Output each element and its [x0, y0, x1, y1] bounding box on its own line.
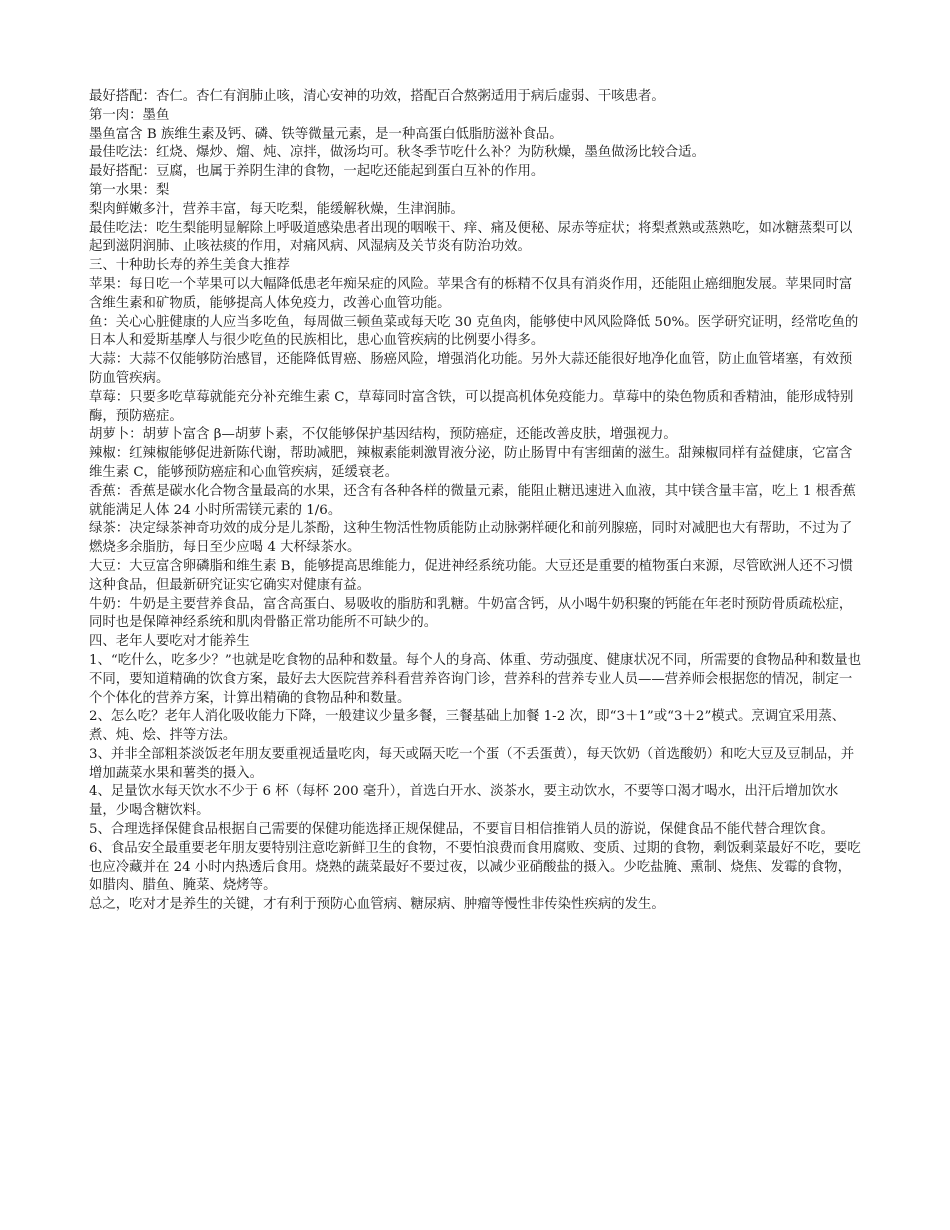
paragraph-pepper: 辣椒：红辣椒能够促进新陈代谢，帮助减肥，辣椒素能刺激胃液分泌，防止肠胃中有害细菌的滋生。甜辣椒同样有益健康，它富含维生素 C，能够预防癌症和心血管疾病，延缓衰老。 [89, 446, 853, 480]
document-body [89, 88, 864, 915]
paragraph-garlic: 大蒜：大蒜不仅能够防治感冒，还能降低胃癌、肠癌风险，增强消化功能。另外大蒜还能很好地净化血管，防止血管堵塞，有效预防血管疾病。 [89, 352, 853, 386]
paragraph-conclusion: 总之，吃对才是养生的关键，才有利于预防心血管病、糖尿病、肿瘤等慢性非传染性疾病的发生。 [89, 897, 665, 913]
paragraph-item-3: 3、并非全部粗茶淡饭老年朋友要重视适量吃肉，每天或隔天吃一个蛋（不丢蛋黄），每天饮奶（首选酸奶）和吃大豆及豆制品，并增加蔬菜水果和薯类的摄入。 [89, 746, 855, 781]
paragraph-green-tea: 绿茶：决定绿茶神奇功效的成分是儿茶酚，这种生物活性物质能防止动脉粥样硬化和前列腺癌，同时对减肥也大有帮助，不过为了燃烧多余脂肪，每日至少应喝 4 大杯绿茶水。 [89, 521, 853, 556]
paragraph-pairing-almond: 最好搭配：杏仁。杏仁有润肺止咳，清心安神的功效，搭配百合熬粥适用于病后虚弱、干咳患者。 [89, 89, 665, 104]
paragraph-item-2: 2、怎么吃？老年人消化吸收能力下降，一般建议少量多餐，三餐基础上加餐 1-2 次，即“3＋1”或“3＋2”模式。烹调宜采用蒸、煮、炖、烩、拌等方法。 [89, 709, 846, 744]
paragraph-milk: 牛奶：牛奶是主要营养食品，富含高蛋白、易吸收的脂肪和乳糖。牛奶富含钙，从小喝牛奶积聚的钙能在年老时预防骨质疏松症，同时也是保障神经系统和肌肉骨骼正常功能所不可缺少的。 [89, 596, 853, 631]
paragraph-fish: 鱼：关心心脏健康的人应当多吃鱼，每周做三顿鱼菜或每天吃 30 克鱼肉，能够使中风风险降低 50%。医学研究证明，经常吃鱼的日本人和爱斯基摩人与很少吃鱼的民族相比，患心血管疾病的比例要小得多。 [89, 314, 859, 349]
paragraph-item-4: 4、足量饮水每天饮水不少于 6 杯（每杯 200 毫升），首选白开水、淡茶水，要主动饮水，不要等口渴才喝水，出汗后增加饮水量，少喝含糖饮料。 [89, 784, 839, 819]
paragraph-soybean: 大豆：大豆富含卵磷脂和维生素 B，能够提高思维能力，促进神经系统功能。大豆还是重要的植物蛋白来源，尽管欧洲人还不习惯这种食品，但最新研究证实它确实对健康有益。 [89, 558, 853, 593]
paragraph-item-6: 6、食品安全最重要老年朋友要特别注意吃新鲜卫生的食物，不要怕浪费而食用腐败、变质、过期的食物，剩饭剩菜最好不吃，要吃也应冷藏并在 24 小时内热透后食用。烧熟的蔬菜最好不要过夜，以减少亚硝酸盐的摄入。少吃盐腌、熏制、烧焦、发霉的食物，如腊肉、腊鱼、腌菜、烧烤等。 [89, 840, 861, 894]
paragraph-squid-pairing: 最好搭配：豆腐，也属于养阴生津的食物，一起吃还能起到蛋白互补的作用。 [89, 164, 545, 180]
paragraph-apple: 苹果：每日吃一个苹果可以大幅降低患老年痴呆症的风险。苹果含有的栎精不仅具有消炎作用，还能阻止癌细胞发展。苹果同时富含维生素和矿物质，能够提高人体免疫力，改善心血管功能。 [89, 276, 853, 311]
paragraph-item-1: 1、“吃什么，吃多少？”也就是吃食物的品种和数量。每个人的身高、体重、劳动强度、健康状况不同，所需要的食物品种和数量也不同，要知道精确的饮食方案，最好去大医院营养科看营养咨询门诊，营养科的营养专业人员——营养师会根据您的情况，制定一个个体化的营养方案，计算出精确的食物品种和数量。 [89, 652, 862, 706]
section-heading-elderly-diet: 四、老年人要吃对才能养生 [89, 634, 250, 650]
paragraph-squid-nutrition: 墨鱼富含 B 族维生素及钙、磷、铁等微量元素，是一种高蛋白低脂肪滋补食品。 [89, 126, 563, 142]
paragraph-banana: 香蕉：香蕉是碳水化合物含量最高的水果，还含有各种各样的微量元素，能阻止糖迅速进入血液，其中镁含量丰富，吃上 1 根香蕉就能满足人体 24 小时所需镁元素的 1/6。 [89, 483, 856, 518]
paragraph-carrot: 胡萝卜：胡萝卜富含 β—胡萝卜素，不仅能够保护基因结构，预防癌症，还能改善皮肤，增强视力。 [89, 427, 677, 443]
paragraph-pear-nutrition: 梨肉鲜嫩多汁，营养丰富，每天吃梨，能缓解秋燥，生津润肺。 [89, 201, 464, 217]
paragraph-item-5: 5、合理选择保健食品根据自己需要的保健功能选择正规保健品，不要盲目相信推销人员的游说，保健食品不能代替合理饮食。 [89, 822, 834, 838]
paragraph-pear-eating: 最佳吃法：吃生梨能明显解除上呼吸道感染患者出现的咽喉干、痒、痛及便秘、尿赤等症状；将梨煮熟或蒸熟吃，如冰糖蒸梨可以起到滋阴润肺、止咳祛痰的作用，对痛风病、风湿病及关节炎有防治功效。 [89, 220, 853, 255]
paragraph-squid-cooking: 最佳吃法：红烧、爆炒、熘、炖、凉拌，做汤均可。秋冬季节吃什么补？为防秋燥，墨鱼做汤比较合适。 [89, 145, 705, 161]
heading-first-fruit-pear: 第一水果：梨 [89, 182, 170, 198]
section-heading-ten-foods: 三、十种助长寿的养生美食大推荐 [89, 258, 290, 274]
paragraph-strawberry: 草莓：只要多吃草莓就能充分补充维生素 C，草莓同时富含铁，可以提高机体免疫能力。草莓中的染色物质和香精油，能形成特别酶，预防癌症。 [89, 389, 854, 424]
heading-first-meat-squid: 第一肉：墨鱼 [89, 107, 170, 123]
